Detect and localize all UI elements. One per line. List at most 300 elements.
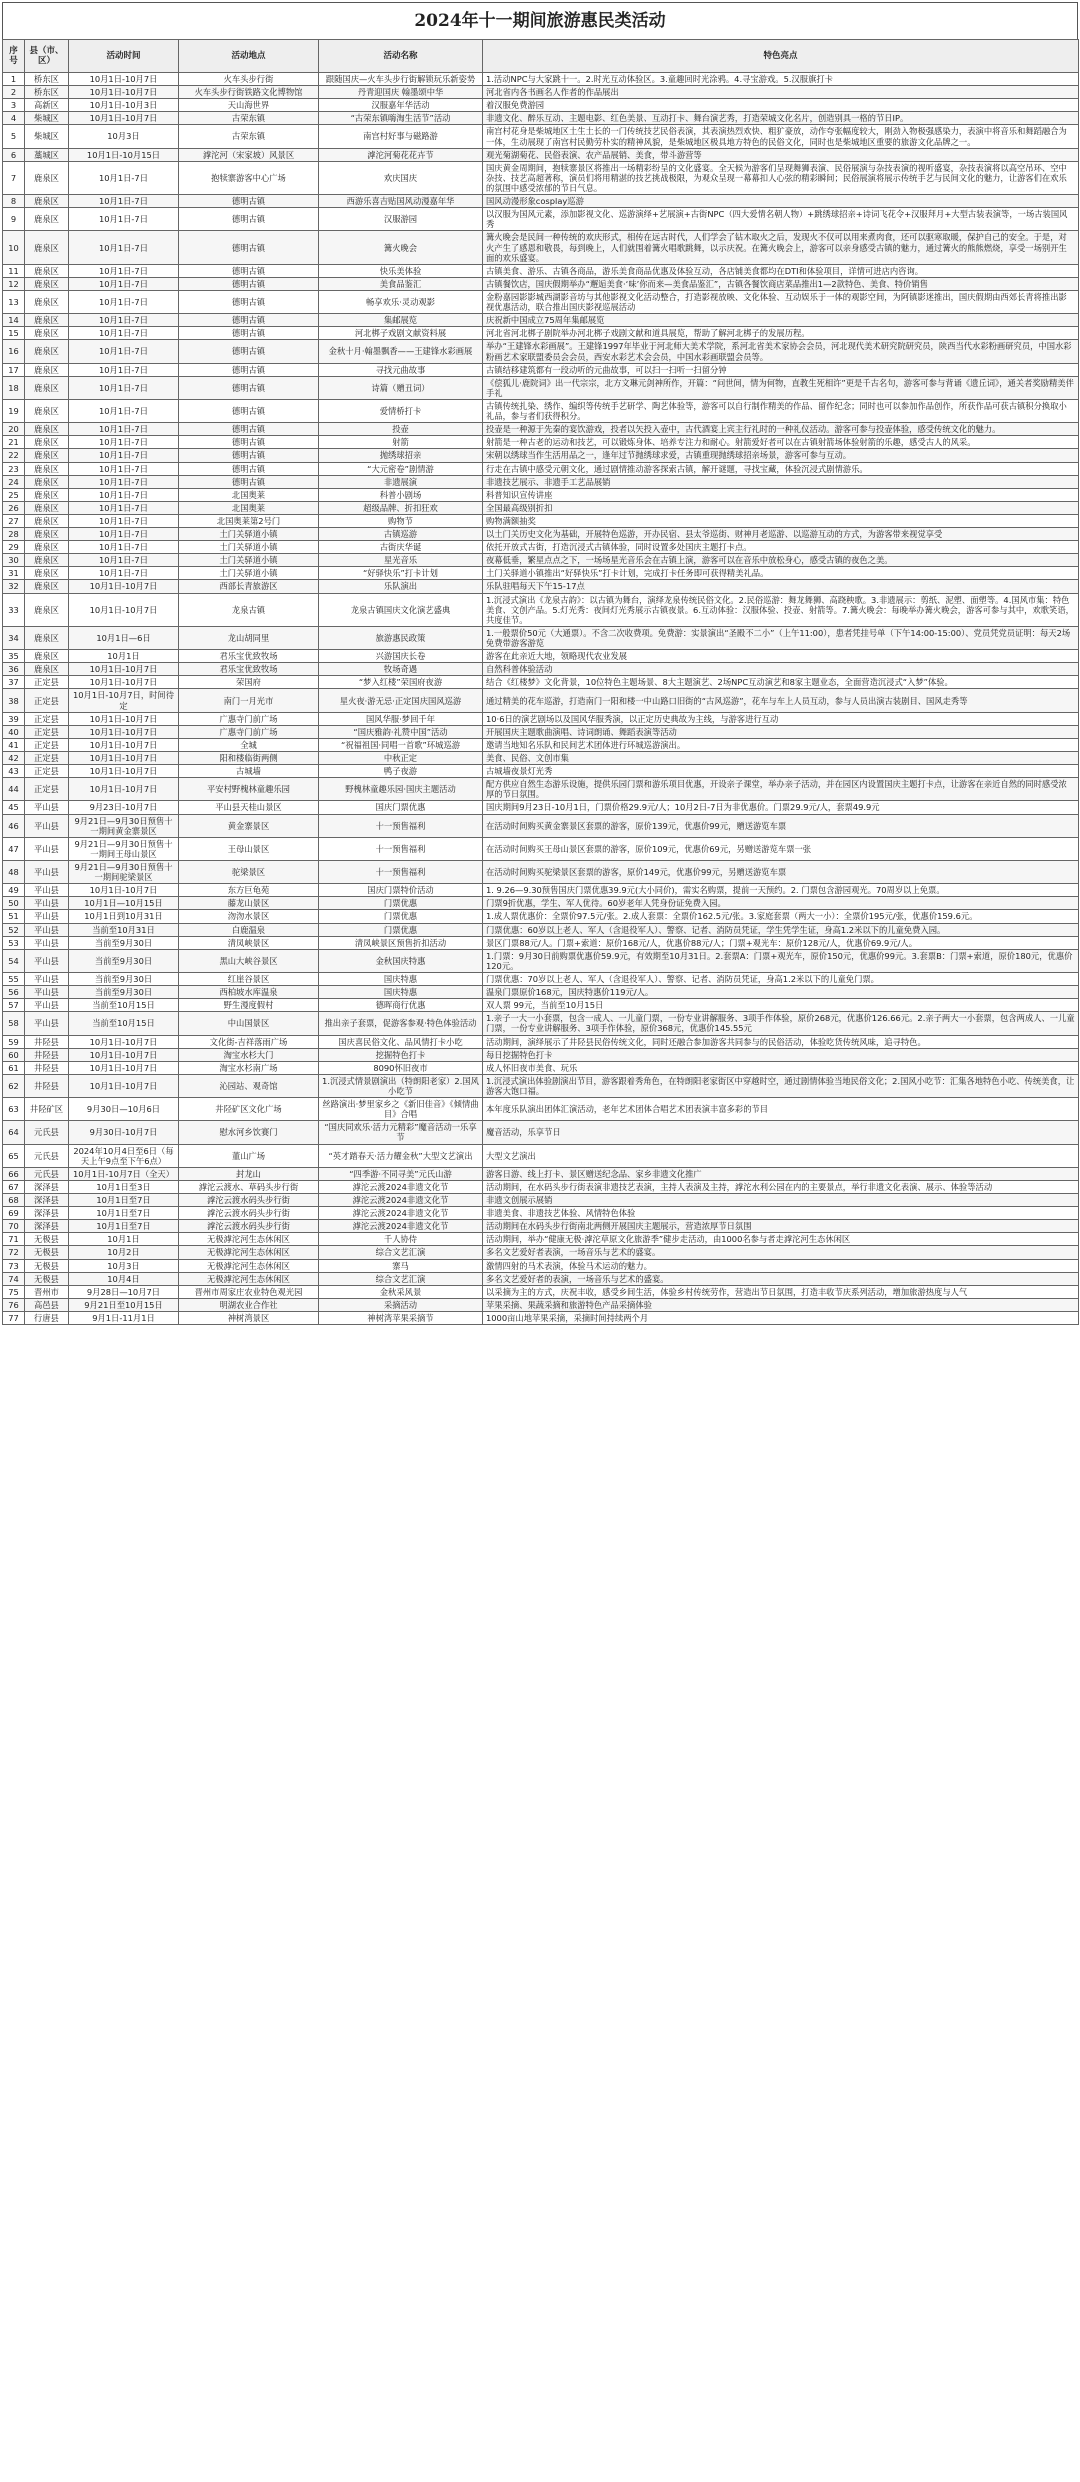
row-highlights: 游客在此亲近大地，领略现代农业发展 xyxy=(483,650,1079,663)
row-activity-name: 滹沱河菊花花卉节 xyxy=(319,148,483,161)
row-activity-name: 门票优惠 xyxy=(319,910,483,923)
row-place: 君乐宝优致牧场 xyxy=(179,650,319,663)
table-body xyxy=(3,73,1079,1325)
header-highlights: 特色亮点 xyxy=(483,40,1079,73)
row-place: 德明古镇 xyxy=(179,277,319,290)
row-number: 54 xyxy=(3,949,25,972)
table-row xyxy=(3,231,1079,264)
row-activity-name: 千人协侍 xyxy=(319,1233,483,1246)
row-time: 10月1日-7日 xyxy=(69,195,179,208)
row-activity-name: 诗篇（赠丑词） xyxy=(319,376,483,399)
row-number: 35 xyxy=(3,650,25,663)
row-time: 10月1日-10月7日 xyxy=(69,86,179,99)
row-county: 鹿泉区 xyxy=(25,208,69,231)
row-highlights: 以采摘为主的方式，庆祝丰收，感受乡间生活，体验乡村传统劳作，营造出节日氛围，打造丰收节庆系列活动，增加旅游热度与人气 xyxy=(483,1285,1079,1298)
row-county: 鹿泉区 xyxy=(25,488,69,501)
row-number: 2 xyxy=(3,86,25,99)
table-row xyxy=(3,99,1079,112)
table-row xyxy=(3,689,1079,712)
row-county: 元氏县 xyxy=(25,1144,69,1167)
row-highlights: 门票优惠：70岁以上老人、军人（含退役军人）、警察、记者、消防员凭证，身高1.2米以下的儿童免门票。 xyxy=(483,972,1079,985)
table-row xyxy=(3,1272,1079,1285)
table-row xyxy=(3,195,1079,208)
row-number: 46 xyxy=(3,814,25,837)
row-place: 神树湾景区 xyxy=(179,1311,319,1324)
row-place: 井陉矿区文化广场 xyxy=(179,1098,319,1121)
row-number: 66 xyxy=(3,1167,25,1180)
row-number: 75 xyxy=(3,1285,25,1298)
row-place: 德明古镇 xyxy=(179,462,319,475)
row-highlights: 非遗文创展示展销 xyxy=(483,1193,1079,1206)
row-highlights: 射箭是一种古老的运动和技艺，可以锻炼身体、培养专注力和耐心。射箭爱好者可以在古镇射箭场体验射箭的乐趣，感受古人的风采。 xyxy=(483,436,1079,449)
table-row xyxy=(3,1193,1079,1206)
table-row xyxy=(3,112,1079,125)
row-activity-name: 寻找元曲故事 xyxy=(319,363,483,376)
row-time: 10月3日 xyxy=(69,125,179,148)
row-time: 9月23日-10月7日 xyxy=(69,801,179,814)
row-activity-name: 超级品牌、折扣狂欢 xyxy=(319,501,483,514)
row-county: 鹿泉区 xyxy=(25,340,69,363)
table-row xyxy=(3,1298,1079,1311)
row-number: 34 xyxy=(3,626,25,649)
table-row xyxy=(3,738,1079,751)
row-highlights: 1.沉浸式演出《龙泉古韵》：以古镇为舞台，演绎龙泉传统民俗文化。2.民俗巡游：舞龙舞狮、高跷秧歌。3.非遗展示：剪纸、泥塑、面塑等。4.国风市集：特色美食、文创产品。5.灯光秀：夜间灯光秀展示古镇夜景。6.互动体验：汉服体验、投壶、射箭等。7.篝火晚会：每晚举办篝火晚会，游客可参与其中，欢歌笑语，共度佳节。 xyxy=(483,593,1079,626)
row-county: 鹿泉区 xyxy=(25,501,69,514)
table-row xyxy=(3,541,1079,554)
table-row xyxy=(3,949,1079,972)
row-time: 10月1日-10月15日 xyxy=(69,148,179,161)
row-number: 6 xyxy=(3,148,25,161)
row-county: 鹿泉区 xyxy=(25,195,69,208)
row-time: 当前至10月31日 xyxy=(69,923,179,936)
row-time: 10月1日-7日 xyxy=(69,541,179,554)
row-activity-name: 鸭子夜游 xyxy=(319,765,483,778)
row-activity-name: 旅游惠民政策 xyxy=(319,626,483,649)
row-place: 沕沕水景区 xyxy=(179,910,319,923)
row-county: 平山县 xyxy=(25,972,69,985)
row-highlights: 观光菊湖菊花、民俗表演、农产品展销、美食，带斗游营等 xyxy=(483,148,1079,161)
row-highlights: 在活动时间购买驼梁景区套票的游客，原价149元，优惠价99元，另赠送游览车票 xyxy=(483,861,1079,884)
row-highlights: 10·6日的演艺剧场以及国风华服秀演，以正定历史典故为主线，与游客进行互动 xyxy=(483,712,1079,725)
row-activity-name: 畅享欢乐·灵动观影 xyxy=(319,290,483,313)
row-time: 10月1日-7日 xyxy=(69,488,179,501)
row-place: 西部长青旅游区 xyxy=(179,580,319,593)
row-highlights: 金粉嘉园影影城西湖影音坊与其他影视文化活动整合，打造影视放映、文化体验、互动娱乐于一体的观影空间，为阿镇影迷推出，国庆假期由西郊长青将推出影视优惠活动，联合推出国庆影视巡展活动 xyxy=(483,290,1079,313)
row-time: 10月1日至7日 xyxy=(69,1207,179,1220)
row-county: 鹿泉区 xyxy=(25,264,69,277)
row-county: 桥东区 xyxy=(25,73,69,86)
row-county: 平山县 xyxy=(25,861,69,884)
row-highlights: 古镇美食、游乐、古镇各商品，游乐美食商品优惠及体验互动，各店铺美食都均在DTI和体验项目，详情可进店内咨询。 xyxy=(483,264,1079,277)
row-county: 柴城区 xyxy=(25,112,69,125)
row-time: 当前至9月30日 xyxy=(69,972,179,985)
row-time: 当前至10月15日 xyxy=(69,999,179,1012)
row-highlights: 举办“王建锋水彩画展”。王建锋1997年毕业于河北师大美术学院，系河北省美术家协会会员，河北现代美术研究院研究员，陕西当代水彩粉画研究员，中国水彩粉画艺术家联盟委员会会员，西安水彩艺术会会员，中国水彩画联盟会员等。 xyxy=(483,340,1079,363)
row-county: 鹿泉区 xyxy=(25,423,69,436)
row-activity-name: 丝路演出·梦里家乡之《新旧佳音》《倾情曲目》合唱 xyxy=(319,1098,483,1121)
row-activity-name: 西游乐喜吉贴国风动漫嘉年华 xyxy=(319,195,483,208)
row-county: 正定县 xyxy=(25,738,69,751)
row-highlights: 古镇餐饮店，国庆假期举办“邂逅美食·‘味’你而来—美食品鉴汇”，古镇各餐饮商店菜品推出1—2款特色、美食、特价销售 xyxy=(483,277,1079,290)
row-place: 德明古镇 xyxy=(179,423,319,436)
row-time: 10月1日-10月7日 xyxy=(69,593,179,626)
row-number: 5 xyxy=(3,125,25,148)
row-time: 10月1日-10月7日 xyxy=(69,712,179,725)
row-activity-name: 星光音乐 xyxy=(319,554,483,567)
row-number: 69 xyxy=(3,1207,25,1220)
table-row xyxy=(3,936,1079,949)
row-highlights: 1000亩山地苹果采摘，采摘时间持续两个月 xyxy=(483,1311,1079,1324)
row-place: 火车头步行街 xyxy=(179,73,319,86)
row-time: 9月21日至10月15日 xyxy=(69,1298,179,1311)
row-time: 10月1日-10月7日 xyxy=(69,765,179,778)
row-activity-name: 星火夜·游无忌·正定国庆国风巡游 xyxy=(319,689,483,712)
row-number: 31 xyxy=(3,567,25,580)
row-number: 39 xyxy=(3,712,25,725)
row-place: 淘宝水杉南广场 xyxy=(179,1061,319,1074)
row-activity-name: 购物节 xyxy=(319,514,483,527)
row-time: 10月1日 xyxy=(69,1233,179,1246)
row-place: 德明古镇 xyxy=(179,195,319,208)
row-county: 正定县 xyxy=(25,712,69,725)
table-row xyxy=(3,814,1079,837)
row-number: 56 xyxy=(3,986,25,999)
row-activity-name: 射箭 xyxy=(319,436,483,449)
table-row xyxy=(3,626,1079,649)
row-place: 龙山胡同里 xyxy=(179,626,319,649)
row-place: 北国奥莱第2号门 xyxy=(179,514,319,527)
row-place: 滹沱云渡水码头步行街 xyxy=(179,1207,319,1220)
row-number: 4 xyxy=(3,112,25,125)
row-activity-name: 快乐美体验 xyxy=(319,264,483,277)
row-highlights: 南宫村花身是柴城地区土生土长的一门传统技艺民俗表演，其表演热烈欢快、粗犷豪放，动作夸张幅度较大，刚劲入物极强感染力，表演中将音乐和舞蹈融合为一体，生动展现了南宫村民勤劳朴实的精神风貌，是柴城地区极具地方特色的民俗文化，同时也是柴城地区重要的旅游文化品牌之一。 xyxy=(483,125,1079,148)
row-activity-name: 南宫村好事与磁路游 xyxy=(319,125,483,148)
table-row xyxy=(3,861,1079,884)
row-number: 37 xyxy=(3,676,25,689)
row-highlights: 庆祝新中国成立75周年集邮展览 xyxy=(483,314,1079,327)
row-place: 无极滹沱河生态休闲区 xyxy=(179,1272,319,1285)
table-row xyxy=(3,501,1079,514)
row-county: 无极县 xyxy=(25,1272,69,1285)
row-place: 白鹿温泉 xyxy=(179,923,319,936)
row-place: 西柏坡水库温泉 xyxy=(179,986,319,999)
row-county: 鹿泉区 xyxy=(25,449,69,462)
row-number: 40 xyxy=(3,725,25,738)
row-time: 10月1日-10月7日 xyxy=(69,778,179,801)
row-time: 10月1日-7日 xyxy=(69,208,179,231)
table-row xyxy=(3,423,1079,436)
row-place: 中山国景区 xyxy=(179,1012,319,1035)
row-county: 鹿泉区 xyxy=(25,567,69,580)
table-row xyxy=(3,580,1079,593)
row-time: 10月1日-10月7日 xyxy=(69,1061,179,1074)
row-place: 滹沱云渡水、草码头步行街 xyxy=(179,1180,319,1193)
row-number: 60 xyxy=(3,1048,25,1061)
row-activity-name: 科普小剧场 xyxy=(319,488,483,501)
row-number: 64 xyxy=(3,1121,25,1144)
row-activity-name: “国庆雅韵·礼赞中国”活动 xyxy=(319,725,483,738)
row-time: 10月1日-7日 xyxy=(69,554,179,567)
row-activity-name: 滹沱云渡2024非遗文化节 xyxy=(319,1220,483,1233)
row-highlights: 土门关驿道小镇推出“好驿快乐”打卡计划，完成打卡任务即可获得精美礼品。 xyxy=(483,567,1079,580)
row-time: 10月1日-10月7日 xyxy=(69,663,179,676)
row-place: 清凤峡景区 xyxy=(179,936,319,949)
row-number: 12 xyxy=(3,277,25,290)
row-number: 20 xyxy=(3,423,25,436)
row-county: 鹿泉区 xyxy=(25,514,69,527)
row-number: 33 xyxy=(3,593,25,626)
row-activity-name: 国风华服·梦回千年 xyxy=(319,712,483,725)
row-place: 阳和楼临街两侧 xyxy=(179,752,319,765)
row-number: 49 xyxy=(3,884,25,897)
table-row xyxy=(3,663,1079,676)
row-number: 25 xyxy=(3,488,25,501)
row-place: 德明古镇 xyxy=(179,399,319,422)
header-name: 活动名称 xyxy=(319,40,483,73)
row-place: 驼梁景区 xyxy=(179,861,319,884)
row-activity-name: “大元密卷”剧情游 xyxy=(319,462,483,475)
row-place: 滹沱云渡水码头步行街 xyxy=(179,1220,319,1233)
row-highlights: 成人怀旧夜市美食、玩乐 xyxy=(483,1061,1079,1074)
row-county: 井陉县 xyxy=(25,1074,69,1097)
row-activity-name: “祝福祖国·同唱一首歌”环城巡游 xyxy=(319,738,483,751)
row-number: 50 xyxy=(3,897,25,910)
row-time: 10月1日-10月7日 xyxy=(69,738,179,751)
row-activity-name: 1.沉浸式情景剧演出（特朗阳老家）2.国风小吃节 xyxy=(319,1074,483,1097)
row-county: 无极县 xyxy=(25,1259,69,1272)
row-number: 16 xyxy=(3,340,25,363)
row-county: 鹿泉区 xyxy=(25,290,69,313)
row-number: 8 xyxy=(3,195,25,208)
table-row xyxy=(3,1048,1079,1061)
row-highlights: 自然科普体验活动 xyxy=(483,663,1079,676)
activities-table xyxy=(2,39,1079,1325)
table-row xyxy=(3,972,1079,985)
row-highlights: 双人票 99元，当前至10月15日 xyxy=(483,999,1079,1012)
row-activity-name: 8090怀旧夜市 xyxy=(319,1061,483,1074)
table-row xyxy=(3,765,1079,778)
row-activity-name: 滹沱云渡2024非遗文化节 xyxy=(319,1193,483,1206)
table-row xyxy=(3,650,1079,663)
row-activity-name: 国庆特惠 xyxy=(319,986,483,999)
row-number: 7 xyxy=(3,161,25,194)
table-row xyxy=(3,340,1079,363)
row-activity-name: 金秋国庆特惠 xyxy=(319,949,483,972)
row-place: 文化街-吉祥落雨广场 xyxy=(179,1035,319,1048)
table-row xyxy=(3,1167,1079,1180)
row-activity-name: 跟随国庆—火车头步行街解锁玩乐新姿势 xyxy=(319,73,483,86)
row-highlights: 行走在古镇中感受元朝文化，通过剧情推动游客探索古镇，解开谜题，寻找宝藏，体验沉浸式剧情游乐。 xyxy=(483,462,1079,475)
row-number: 57 xyxy=(3,999,25,1012)
row-number: 26 xyxy=(3,501,25,514)
row-highlights: 1.活动NPC与大家跳十一。2.时光互动体验区。3.童趣回时光涂鸦。4.寻宝游戏。5.汉服旗打卡 xyxy=(483,73,1079,86)
row-county: 平山县 xyxy=(25,923,69,936)
row-place: 全城 xyxy=(179,738,319,751)
row-time: 10月1日-7日 xyxy=(69,475,179,488)
table-row xyxy=(3,1285,1079,1298)
row-number: 36 xyxy=(3,663,25,676)
row-number: 59 xyxy=(3,1035,25,1048)
row-time: 10月1日-7日 xyxy=(69,363,179,376)
row-time: 10月1日-7日 xyxy=(69,462,179,475)
row-county: 行唐县 xyxy=(25,1311,69,1324)
table-row xyxy=(3,449,1079,462)
row-county: 晋州市 xyxy=(25,1285,69,1298)
row-county: 鹿泉区 xyxy=(25,277,69,290)
row-county: 正定县 xyxy=(25,765,69,778)
row-county: 鹿泉区 xyxy=(25,314,69,327)
row-place: 滹沱河（宋家坡）风景区 xyxy=(179,148,319,161)
row-highlights: 非遗文化、醉乐互动、主题电影、红色美景、互动打卡、舞台演艺秀，打造荣城文化名片，创造别具一格的节日IP。 xyxy=(483,112,1079,125)
row-activity-name: 清凤峡景区预售折扣活动 xyxy=(319,936,483,949)
row-time: 10月1日-7日 xyxy=(69,376,179,399)
row-county: 平山县 xyxy=(25,936,69,949)
row-highlights: 1.沉浸式演出体验剧演出节目，游客跟着秀角色，在特朗阳老家街区中穿越时空，通过剧情体验当地民俗文化；2.国风小吃节：汇集各地特色小吃、传统美食，让游客大饱口福。 xyxy=(483,1074,1079,1097)
row-number: 1 xyxy=(3,73,25,86)
table-row xyxy=(3,528,1079,541)
row-time: 2024年10月4日至6日（每天上午9点至下午6点） xyxy=(69,1144,179,1167)
row-county: 正定县 xyxy=(25,725,69,738)
row-highlights: 1.门票：9月30日前购票优惠价59.9元，有效期至10月31日。2.套票A：门票+观光车，原价150元，优惠价99元。3.套票B：门票+索道，原价180元，优惠价120元。 xyxy=(483,949,1079,972)
row-time: 10月1日-7日 xyxy=(69,340,179,363)
row-time: 当前至9月30日 xyxy=(69,936,179,949)
row-activity-name: 河北梆子戏剧文献资料展 xyxy=(319,327,483,340)
row-highlights: 温泉门票原价168元，国庆特惠价119元/人。 xyxy=(483,986,1079,999)
table-row xyxy=(3,290,1079,313)
row-county: 鹿泉区 xyxy=(25,161,69,194)
table-row xyxy=(3,327,1079,340)
row-place: 明湖农业合作社 xyxy=(179,1298,319,1311)
row-place: 东方巨龟苑 xyxy=(179,884,319,897)
row-highlights: 景区门票88元/人。门票+索道：原价168元/人，优惠价88元/人；门票+观光车：原价128元/人，优惠价69.9元/人。 xyxy=(483,936,1079,949)
row-highlights: 购物满额抽奖 xyxy=(483,514,1079,527)
row-highlights: 开展国庆主题歌曲演唱、诗词朗诵、舞蹈表演等活动 xyxy=(483,725,1079,738)
row-place: 北国奥莱 xyxy=(179,501,319,514)
table-row xyxy=(3,1311,1079,1324)
row-time: 9月1日-11月1日 xyxy=(69,1311,179,1324)
row-county: 鹿泉区 xyxy=(25,554,69,567)
row-number: 29 xyxy=(3,541,25,554)
row-highlights: 门票优惠：60岁以上老人、军人（含退役军人）、警察、记者、消防员凭证，学生凭学生证，身高1.2米以下的儿童免费入园。 xyxy=(483,923,1079,936)
header-no: 序号 xyxy=(3,40,25,73)
row-county: 元氏县 xyxy=(25,1167,69,1180)
table-row xyxy=(3,1233,1079,1246)
row-time: 10月1日-10月7日 xyxy=(69,1035,179,1048)
row-time: 10月1日-10月7日 xyxy=(69,725,179,738)
row-number: 77 xyxy=(3,1311,25,1324)
row-place: 德明古镇 xyxy=(179,475,319,488)
row-number: 42 xyxy=(3,752,25,765)
row-county: 正定县 xyxy=(25,676,69,689)
row-highlights: 全国最高级别折扣 xyxy=(483,501,1079,514)
row-highlights: 魔音活动，乐享节日 xyxy=(483,1121,1079,1144)
row-highlights: 1. 9.26—9.30预售国庆门票优惠39.9元(大小同价)，需实名购票，提前一天预约。2. 门票包含游园观光。70周岁以上免票。 xyxy=(483,884,1079,897)
row-time: 10月1日-7日 xyxy=(69,314,179,327)
row-activity-name: 国庆特惠 xyxy=(319,972,483,985)
table-row xyxy=(3,1220,1079,1233)
row-county: 鹿泉区 xyxy=(25,650,69,663)
row-county: 平山县 xyxy=(25,986,69,999)
table-row xyxy=(3,554,1079,567)
row-county: 高新区 xyxy=(25,99,69,112)
row-activity-name: “四季游·不同寻美”元氏山游 xyxy=(319,1167,483,1180)
row-time: 10月1日-7日 xyxy=(69,449,179,462)
row-place: 天山海世界 xyxy=(179,99,319,112)
table-row xyxy=(3,475,1079,488)
row-number: 41 xyxy=(3,738,25,751)
row-time: 10月4日 xyxy=(69,1272,179,1285)
row-number: 61 xyxy=(3,1061,25,1074)
row-county: 正定县 xyxy=(25,752,69,765)
row-time: 10月1日-7日 xyxy=(69,436,179,449)
row-highlights: 每日挖掘特色打卡 xyxy=(483,1048,1079,1061)
row-county: 鹿泉区 xyxy=(25,399,69,422)
row-county: 正定县 xyxy=(25,778,69,801)
row-activity-name: 非遗展演 xyxy=(319,475,483,488)
row-highlights: 宋朝以绣球当作生活用品之一，逢年过节抛绣球求爱，古镇重现抛绣球招亲场景，游客可参与互动。 xyxy=(483,449,1079,462)
row-time: 10月1日-10月7日 xyxy=(69,112,179,125)
row-highlights: 河北省内各书画名人作者的作品展出 xyxy=(483,86,1079,99)
row-county: 无极县 xyxy=(25,1246,69,1259)
row-county: 井陉矿区 xyxy=(25,1098,69,1121)
row-number: 22 xyxy=(3,449,25,462)
row-time: 10月1日-7日 xyxy=(69,501,179,514)
row-time: 10月1日-7日 xyxy=(69,327,179,340)
table-row xyxy=(3,712,1079,725)
row-activity-name: 爱情桥打卡 xyxy=(319,399,483,422)
row-time: 10月2日 xyxy=(69,1246,179,1259)
row-county: 平山县 xyxy=(25,897,69,910)
row-highlights: 美食、民俗、文创市集 xyxy=(483,752,1079,765)
row-number: 73 xyxy=(3,1259,25,1272)
row-place: 土门关驿道小镇 xyxy=(179,528,319,541)
row-time: 10月1日-7日 xyxy=(69,264,179,277)
row-highlights: 结合《红楼梦》文化背景，10位特色主题场景、8大主题演艺、2场NPC互动演艺和8家主题业态，全面营造沉浸式“入梦”体验。 xyxy=(483,676,1079,689)
table-row xyxy=(3,1121,1079,1144)
row-county: 鹿泉区 xyxy=(25,626,69,649)
table-row xyxy=(3,1074,1079,1097)
row-number: 65 xyxy=(3,1144,25,1167)
row-place: 广惠寺门前广场 xyxy=(179,725,319,738)
row-place: 德明古镇 xyxy=(179,436,319,449)
table-row xyxy=(3,161,1079,194)
row-place: 抱犊寨游客中心广场 xyxy=(179,161,319,194)
row-place: 王母山景区 xyxy=(179,837,319,860)
row-activity-name: 金秋十月·翰墨飘香——王建锋水彩画展 xyxy=(319,340,483,363)
row-place: 古城墙 xyxy=(179,765,319,778)
table-row xyxy=(3,462,1079,475)
row-place: 土门关驿道小镇 xyxy=(179,554,319,567)
row-county: 平山县 xyxy=(25,801,69,814)
row-highlights: 活动期间，举办“健康无极·滹沱草原文化旅游季”健步走活动，由1000名参与者走滹沱河生态休闲区 xyxy=(483,1233,1079,1246)
table-row xyxy=(3,1061,1079,1074)
row-place: 德明古镇 xyxy=(179,314,319,327)
row-county: 深泽县 xyxy=(25,1207,69,1220)
table-row xyxy=(3,1012,1079,1035)
row-highlights: 《偿狐儿·鹿院词》出一代宗宗，北方文琳元剑神所作，开篇：“问世间，情为何物，直教生死相许”更是千古名句，游客可参与背诵《遗丘词》，通关者奖励精美伴手礼 xyxy=(483,376,1079,399)
row-number: 71 xyxy=(3,1233,25,1246)
row-highlights: 国风动漫形象cosplay巡游 xyxy=(483,195,1079,208)
row-activity-name: 篝火晚会 xyxy=(319,231,483,264)
row-time: 10月1日-7日 xyxy=(69,567,179,580)
row-activity-name: “好驿快乐”打卡计划 xyxy=(319,567,483,580)
row-number: 24 xyxy=(3,475,25,488)
row-time: 10月1日-7日 xyxy=(69,514,179,527)
row-highlights: 古镇结移建筑都有一段动听的元曲故事，可以扫一扫听一扫留分钟 xyxy=(483,363,1079,376)
row-highlights: 通过精美的花车巡游，打造南门一阳和楼一中山路口旧街的“古风巡游”，花车与车上人员互动，参与人员出演古装剧目、国风走秀等 xyxy=(483,689,1079,712)
row-place: 晋州市周家庄农业特色观光园 xyxy=(179,1285,319,1298)
row-number: 67 xyxy=(3,1180,25,1193)
